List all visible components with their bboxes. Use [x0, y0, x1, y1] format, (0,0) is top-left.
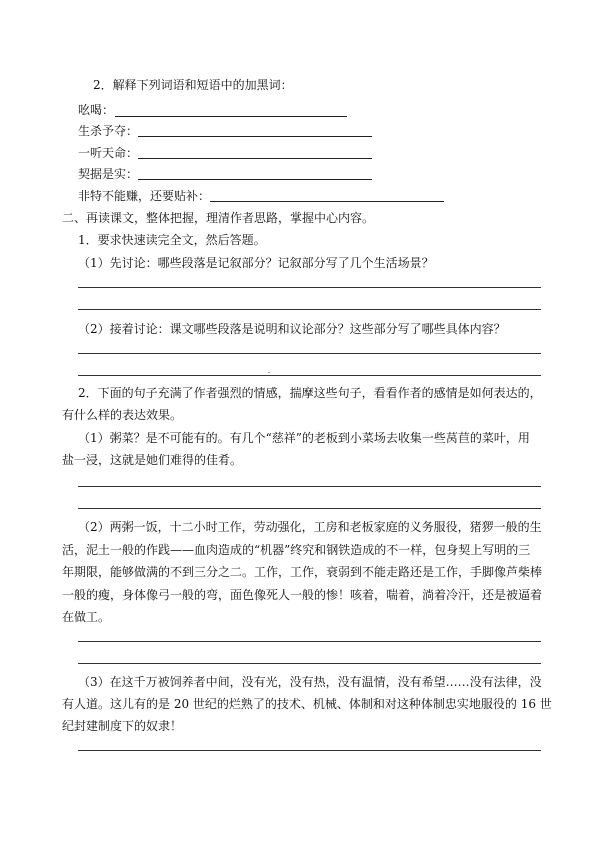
answer-blank-1[interactable]	[115, 116, 347, 117]
question-2-line: 有什么样的表达效果。	[62, 408, 183, 422]
term-feitebunengzhuan: 非特不能赚，还要贴补：	[78, 189, 211, 203]
answer-blank-4[interactable]	[138, 179, 372, 180]
answer-blank-2[interactable]	[138, 136, 372, 137]
term-qijushishi: 契据是实：	[78, 167, 139, 181]
answer-line[interactable]	[78, 375, 541, 376]
question-2-3-line: 纪封建制度下的奴隶！	[62, 719, 183, 733]
question-2-1-line: 盐一浸，这就是她们难得的佳肴。	[62, 453, 243, 467]
question-2-heading: 2．解释下列词语和短语中的加黑词：	[93, 78, 293, 92]
question-2-2-line: 在做工。	[62, 610, 111, 624]
question-2-2-line: 一般的瘦，身体像弓一般的弯，面色像死人一般的惨！咳着，喘着，淌着冷汗，还是被逼着	[62, 588, 543, 602]
answer-line[interactable]	[78, 508, 541, 509]
question-1-1: （1）先讨论：哪些段落是记叙部分？记叙部分写了几个生活场景？	[78, 256, 434, 270]
answer-line[interactable]	[78, 287, 541, 288]
question-2-3-line: （3）在这千万被饲养者中间，没有光，没有热，没有温情，没有希望……没有法律，没	[78, 675, 542, 689]
term-yaohe: 吆喝：	[78, 103, 115, 117]
section-2-heading: 二、再读课文，整体把握，理清作者思路，掌握中心内容。	[62, 211, 375, 225]
question-2-1-line: （1）粥菜？是不可能有的。有几个“慈祥”的老板到小菜场去收集一些莴苣的菜叶，用	[78, 431, 530, 445]
question-1: 1．要求快速读完全文，然后答题。	[78, 233, 266, 247]
question-1-2: （2）接着讨论：课文哪些段落是说明和议论部分？这些部分写了哪些具体内容？	[78, 322, 506, 336]
answer-line[interactable]	[78, 486, 541, 487]
question-2-3-line: 有人道。这儿有的是 20 世纪的烂熟了的技术、机械、体制和对这种体制忠实地服役的 16 世	[62, 697, 552, 711]
answer-line[interactable]	[78, 750, 541, 751]
question-2-2-line: 年期限，能够做满的不到三分之二。工作，工作，衰弱到不能走路还是工作，手脚像芦柴棒	[62, 565, 543, 579]
term-yitingtianming: 一听天命：	[78, 146, 139, 160]
question-2-2-line: （2）两粥一饭，十二小时工作，劳动强化，工房和老板家庭的义务服役，猪猡一般的生	[78, 520, 542, 534]
stray-mark	[268, 372, 270, 373]
question-2-line: 2．下面的句子充满了作者强烈的情感，揣摩这些句子，看看作者的感情是如何表达的，	[78, 386, 542, 400]
answer-blank-3[interactable]	[138, 158, 372, 159]
answer-line[interactable]	[78, 309, 541, 310]
question-2-2-line: 活，泥土一般的作践——血肉造成的“机器”终究和钢铁造成的不一样，包身契上写明的三	[62, 543, 531, 557]
answer-line[interactable]	[78, 353, 541, 354]
answer-blank-5[interactable]	[210, 201, 444, 202]
answer-line[interactable]	[78, 641, 541, 642]
answer-line[interactable]	[78, 663, 541, 664]
term-shengshayuduo: 生杀予夺：	[78, 124, 139, 138]
